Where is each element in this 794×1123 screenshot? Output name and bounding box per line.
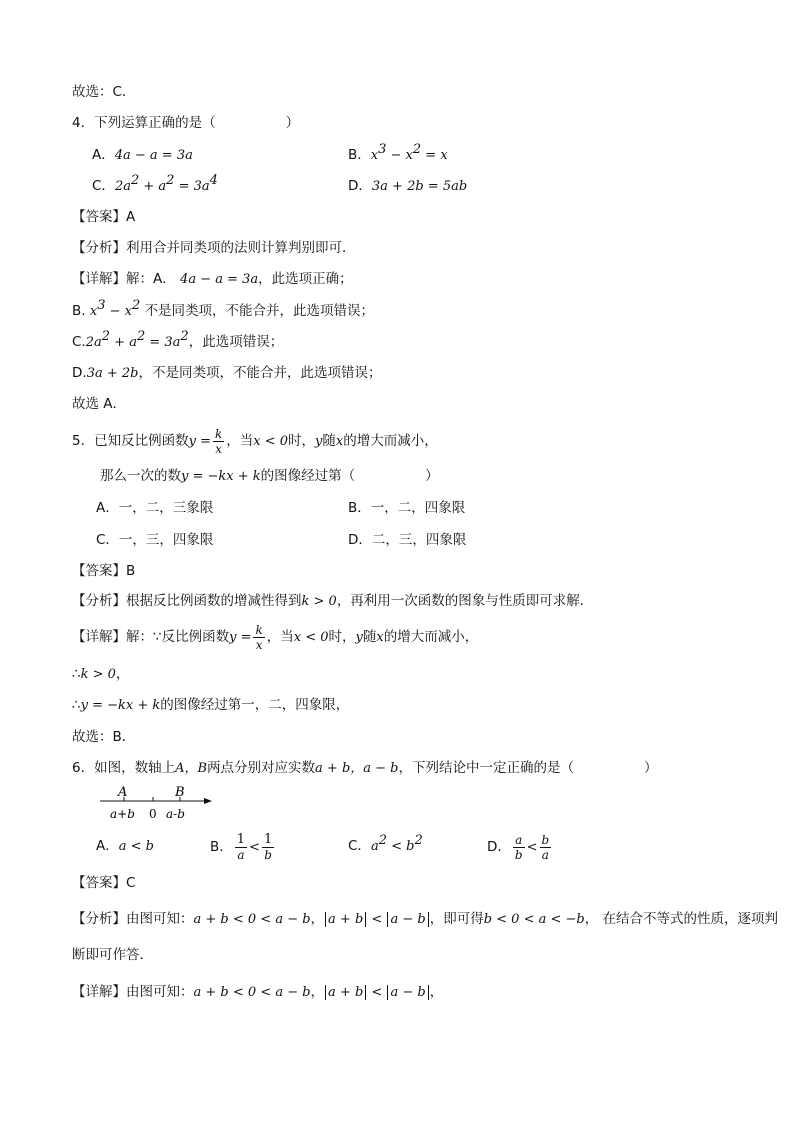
q5-stem-x: x xyxy=(335,434,344,449)
q6-option-b-frac1 xyxy=(235,833,247,862)
q6-analysis-text-c: ， 在结合不等式的性质，逐项判 xyxy=(584,911,779,927)
q5-stem: 5．已知反比例函数y = $\frac{k}{x}$ ，当x < 0时，y随x的增大而减小， xyxy=(72,426,438,456)
q5-option-a: A．一，二，三象限 xyxy=(96,500,214,516)
q5-line2-text-b: 的图像经过第（ xyxy=(260,468,356,484)
q4-detail-c-label: C. xyxy=(72,334,86,350)
q4-detail-a xyxy=(72,270,353,289)
q6-option-a-letter: A． xyxy=(96,838,119,854)
q4-detail-d xyxy=(72,364,381,383)
q5-therefore-symbol-2: ∴ xyxy=(72,697,81,713)
q5-stem-fraction xyxy=(213,427,224,456)
number-line-arrow xyxy=(204,798,212,804)
number-line-figure xyxy=(96,782,226,824)
q6-option-d-frac2-den: a xyxy=(541,847,549,862)
q5-detail-y-eq: y = xyxy=(229,630,252,645)
q5-stem-end: 的增大而减小， xyxy=(343,433,438,449)
q6-stem-math: a + b，a − b xyxy=(315,761,399,776)
q5-fraction-num: k xyxy=(214,426,223,441)
q5-detail-shi: 时， xyxy=(328,629,356,645)
q5-analysis xyxy=(72,592,593,611)
q4-option-d-letter: D． xyxy=(348,178,372,194)
q6-stem-ab: A，B xyxy=(175,761,208,776)
q5-detail-text: 【详解】解：∵反比例函数 xyxy=(72,629,230,645)
q5-stem-y-eq: y = xyxy=(188,434,211,449)
q6-analysis-lt: < xyxy=(371,912,383,927)
q6-detail-lt: < xyxy=(371,985,383,1000)
q6-stem-close: ） xyxy=(644,760,658,776)
label-a-plus-b: a+b xyxy=(110,807,135,821)
q5-detail-fraction xyxy=(253,623,264,652)
q6-option-b-frac2-num: 1 xyxy=(263,831,273,847)
q4-option-a xyxy=(92,146,193,165)
q6-option-d-letter: D． xyxy=(487,839,511,855)
q5-therefore-1 xyxy=(72,665,129,684)
q4-detail-c-base1: 2a xyxy=(85,335,102,350)
q6-analysis-text: 【分析】由图可知： xyxy=(72,911,194,927)
q5-fraction-den: x xyxy=(215,441,222,456)
q6-stem-text-c: ，下列结论中一定正确的是（ xyxy=(398,760,575,776)
q6-option-d-frac1 xyxy=(513,833,525,862)
q6-option-b-letter: B． xyxy=(210,839,233,855)
q4-detail-d-math: 3a + 2b xyxy=(86,366,139,381)
q4-detail-c xyxy=(72,329,284,352)
q6-option-c-base1: a xyxy=(370,839,379,854)
q4-option-c xyxy=(92,173,218,196)
q4-stem xyxy=(72,114,299,132)
q4-detail-b-exp2: 2 xyxy=(131,298,141,313)
q6-option-d xyxy=(487,830,553,865)
q5-conclusion: 故选：B． xyxy=(72,729,136,745)
q6-detail-ineq1: a + b < 0 < a − b xyxy=(193,985,311,1000)
q6-option-b xyxy=(210,830,276,865)
q5-detail-end: 的增大而减小， xyxy=(383,629,479,645)
q4-detail-a-math: 4a − a = 3a xyxy=(180,272,259,287)
q5-therefore-text-2: 的图像经过第一，二，四象限， xyxy=(160,697,350,713)
q6-option-c-base2: < b xyxy=(386,839,415,854)
q4-option-b-base1: x xyxy=(370,148,379,163)
q6-stem-text-b: 两点分别对应实数 xyxy=(207,760,316,776)
q6-option-c-letter: C． xyxy=(348,838,371,854)
q6-analysis-ineq1: a + b < 0 < a − b xyxy=(193,912,311,927)
q6-analysis-line2: 断即可作答． xyxy=(72,947,153,963)
q5-therefore-text-1: ， xyxy=(115,666,130,682)
q5-detail-cond: x < 0 xyxy=(293,630,329,645)
label-b: B xyxy=(175,785,185,800)
q6-answer: 【答案】C xyxy=(72,875,136,891)
q5-line2-text: 那么一次的数 xyxy=(100,468,181,484)
q6-stem xyxy=(72,759,658,778)
q4-option-a-math: 4a − a = 3a xyxy=(114,148,193,163)
q6-option-d-lt: < xyxy=(526,840,538,855)
q6-option-b-frac1-den: a xyxy=(237,847,245,862)
q6-analysis xyxy=(72,910,778,929)
q5-stem-line2 xyxy=(100,467,439,486)
q6-stem-text: 6．如图，数轴上 xyxy=(72,760,176,776)
q5-detail-sui: 随 xyxy=(362,629,377,645)
q6-option-a-math: a < b xyxy=(118,839,154,854)
q6-detail-end: ， xyxy=(429,984,444,1000)
q4-detail-a-text: ，此选项正确； xyxy=(258,271,353,287)
q6-detail-abs1: a + b xyxy=(325,985,366,1000)
q6-option-b-frac2 xyxy=(262,833,274,862)
q5-stem-shi: 时， xyxy=(288,433,316,449)
q5-detail-x: x xyxy=(376,630,384,645)
q4-detail-b-label: B. xyxy=(72,303,86,319)
q6-detail-abs2: a − b xyxy=(387,985,428,1000)
q4-analysis: 【分析】利用合并同类项的法则计算判别即可． xyxy=(72,240,356,256)
q4-option-c-base1: 2a xyxy=(114,179,131,194)
q4-detail-c-exp2: 2 xyxy=(136,329,146,344)
q5-stem-cond: x < 0 xyxy=(253,434,289,449)
q4-option-b-base2: − x xyxy=(386,148,413,163)
q5-detail-when: ，当 xyxy=(266,629,294,645)
q4-detail-b-text: 不是同类项，不能合并，此选项错误； xyxy=(144,303,375,319)
q4-conclusion: 故选 A． xyxy=(72,396,127,412)
q6-option-b-frac1-num: 1 xyxy=(236,831,246,847)
q5-line2-math: y = −kx + k xyxy=(181,469,261,484)
q4-option-d xyxy=(348,177,467,196)
q6-option-d-frac2 xyxy=(540,833,552,862)
label-zero: 0 xyxy=(149,807,157,821)
q6-option-d-frac1-num: a xyxy=(513,833,525,848)
q4-stem-close: ） xyxy=(285,115,300,131)
q6-detail xyxy=(72,983,443,1002)
q4-detail-c-text: ，此选项错误； xyxy=(188,334,284,350)
q5-detail: 【详解】解：∵反比例函数y = $\frac{k}{x}$ ，当x < 0时，y随x的增大而减小， xyxy=(72,622,479,652)
q4-option-c-base3: = 3a xyxy=(174,179,210,194)
q6-option-b-lt: < xyxy=(249,840,260,855)
q6-option-c-exp1: 2 xyxy=(378,833,387,848)
q4-option-b-result: = x xyxy=(421,148,448,163)
q4-option-a-letter: A． xyxy=(92,147,115,163)
q5-detail-fraction-den: x xyxy=(255,637,263,652)
q4-detail-c-base3: = 3a xyxy=(145,335,181,350)
q5-analysis-text: 【分析】根据反比例函数的增减性得到 xyxy=(72,593,302,609)
q4-option-b-exp2: 2 xyxy=(412,142,422,157)
q6-analysis-abs2: a − b xyxy=(387,912,428,927)
q6-option-c xyxy=(348,833,423,856)
q6-option-d-frac1-den: b xyxy=(514,847,523,862)
q4-option-b-letter: B． xyxy=(348,147,371,163)
q5-answer: 【答案】B xyxy=(72,563,136,579)
q4-stem-text: 4．下列运算正确的是（ xyxy=(72,115,216,131)
q4-detail-d-text: ，不是同类项，不能合并，此选项错误； xyxy=(138,365,382,381)
q5-option-c: C．一，三，四象限 xyxy=(96,532,214,548)
label-a-minus-b: a-b xyxy=(166,807,185,821)
q5-therefore-math-2: y = −kx + k xyxy=(80,698,161,713)
q6-option-d-frac2-num: b xyxy=(541,832,550,847)
q4-detail-b-base2: − x xyxy=(105,304,132,319)
q4-option-c-exp3: 4 xyxy=(209,173,218,188)
q6-detail-text: 【详解】由图可知： xyxy=(72,984,194,1000)
label-a: A xyxy=(118,785,128,800)
q4-option-b xyxy=(348,142,448,165)
q4-detail-d-label: D. xyxy=(72,365,87,381)
q5-option-d: D．二，三，四象限 xyxy=(348,532,467,548)
q6-option-a xyxy=(96,837,154,856)
q4-detail-c-exp1: 2 xyxy=(101,329,111,344)
q4-option-d-math: 3a + 2b = 5ab xyxy=(371,179,468,194)
q4-option-c-base2: + a xyxy=(139,179,167,194)
q5-option-b: B．一，二，四象限 xyxy=(348,500,466,516)
q4-option-c-exp2: 2 xyxy=(166,173,175,188)
q6-analysis-comma: ， xyxy=(310,911,325,927)
q4-option-c-exp1: 2 xyxy=(130,173,140,188)
q3-conclusion: 故选：C． xyxy=(72,84,136,100)
q4-answer: 【答案】A xyxy=(72,209,136,225)
q5-therefore-symbol-1: ∴ xyxy=(72,666,81,682)
q5-line2-close: ） xyxy=(425,468,439,484)
q4-detail-b-exp1: 3 xyxy=(97,298,106,313)
q4-detail-b xyxy=(72,298,375,321)
q6-analysis-ineq2: b < 0 < a < −b xyxy=(483,912,585,927)
q6-option-c-exp2: 2 xyxy=(414,833,423,848)
q5-analysis-text-b: ，再利用一次函数的图象与性质即可求解． xyxy=(336,593,594,609)
q5-therefore-math-1: k > 0 xyxy=(80,667,116,682)
q5-therefore-2 xyxy=(72,696,349,715)
q6-detail-comma: ， xyxy=(310,984,325,1000)
q5-stem-when: ，当 xyxy=(226,433,254,449)
q4-detail-a-label: 【详解】解：A． xyxy=(72,271,176,287)
q4-option-b-exp1: 3 xyxy=(378,142,387,157)
q5-analysis-math: k > 0 xyxy=(301,594,337,609)
q6-analysis-abs1: a + b xyxy=(325,912,366,927)
q5-stem-text: 5．已知反比例函数 xyxy=(72,433,189,449)
q4-detail-c-base2: + a xyxy=(110,335,137,350)
q4-detail-b-base1: x xyxy=(89,304,98,319)
q6-analysis-text-b: ，即可得 xyxy=(429,911,484,927)
q4-option-c-letter: C． xyxy=(92,178,115,194)
q6-option-b-frac2-den: b xyxy=(264,847,272,862)
q4-detail-c-exp3: 2 xyxy=(180,329,189,344)
q5-detail-fraction-num: k xyxy=(255,622,263,637)
q5-stem-sui: 随 xyxy=(322,433,336,449)
